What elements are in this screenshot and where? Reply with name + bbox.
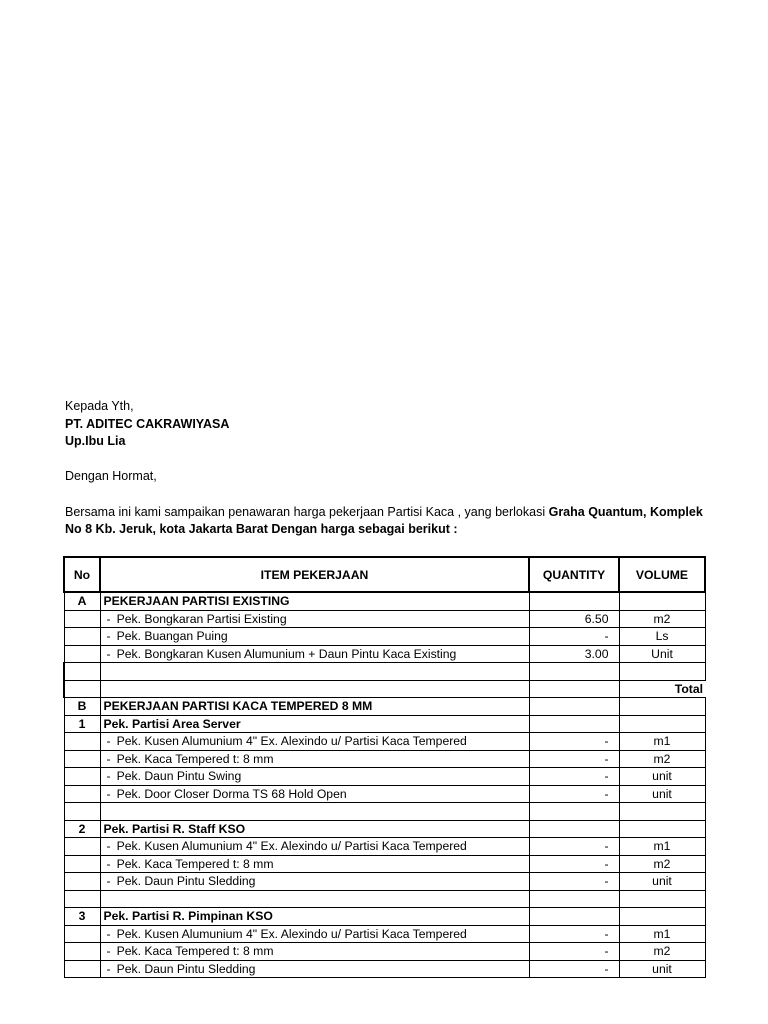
item-name: Pek. Kaca Tempered t: 8 mm: [116, 751, 274, 766]
item-dash: -: [106, 751, 111, 766]
item-qty: -: [529, 768, 619, 786]
blank-row: [64, 663, 765, 681]
header-quantity: QUANTITY: [529, 557, 619, 592]
item-dash: -: [106, 611, 111, 626]
item-name: Pek. Kusen Alumunium 4" Ex. Alexindo u/ Partisi Kaca Tempered: [116, 734, 467, 749]
table-row: [64, 768, 765, 786]
section-a-no: A: [64, 592, 100, 610]
table-row: [64, 628, 765, 646]
total-label: Total: [619, 680, 705, 698]
intro-location: Graha Quantum, Komplek: [548, 505, 703, 519]
group-row: [64, 908, 765, 926]
section-b-title: PEKERJAAN PARTISI KACA TEMPERED 8 MM: [100, 698, 529, 716]
item-vol: Ls: [619, 628, 705, 646]
item-dash: -: [106, 944, 111, 959]
item-vol: unit: [619, 768, 705, 786]
group-no: 2: [64, 820, 100, 838]
group-row: [64, 820, 765, 838]
item-dash: -: [106, 629, 111, 644]
table-row: [64, 645, 765, 663]
item-qty: -: [529, 750, 619, 768]
group-title: Pek. Partisi R. Pimpinan KSO: [100, 908, 529, 926]
header-item: ITEM PEKERJAAN: [100, 557, 529, 592]
table-row: [64, 925, 765, 943]
item-dash: -: [106, 769, 111, 784]
item-dash: -: [106, 839, 111, 854]
item-dash: -: [106, 786, 111, 801]
item-vol: unit: [619, 873, 705, 891]
item-vol: m1: [619, 733, 705, 751]
price-table: [63, 556, 766, 978]
table-row: [64, 750, 765, 768]
item-qty: -: [529, 943, 619, 961]
price-table-container: [63, 556, 768, 980]
table-row: [64, 785, 765, 803]
item-qty: -: [529, 733, 619, 751]
group-row: [64, 715, 765, 733]
group-no: 1: [64, 715, 100, 733]
item-name: Pek. Buangan Puing: [116, 629, 228, 644]
intro-address: No 8 Kb. Jeruk, kota Jakarta Barat: [65, 522, 268, 536]
item-qty: 3.00: [529, 645, 619, 663]
salutation: Kepada Yth,: [65, 399, 134, 413]
group-title: Pek. Partisi Area Server: [100, 715, 529, 733]
table-row: [64, 960, 765, 978]
item-qty: -: [529, 873, 619, 891]
section-a-total-row: [64, 680, 765, 698]
letter-header: [65, 398, 229, 485]
item-dash: -: [106, 926, 111, 941]
item-name: Pek. Kusen Alumunium 4" Ex. Alexindo u/ Partisi Kaca Tempered: [116, 926, 467, 941]
table-row: [64, 873, 765, 891]
item-vol: m2: [619, 610, 705, 628]
header-volume: VOLUME: [619, 557, 705, 592]
item-qty: -: [529, 925, 619, 943]
item-qty: 6.50: [529, 610, 619, 628]
group-title: Pek. Partisi R. Staff KSO: [100, 820, 529, 838]
table-row: [64, 610, 765, 628]
item-qty: -: [529, 785, 619, 803]
item-vol: Unit: [619, 645, 705, 663]
item-vol: m2: [619, 750, 705, 768]
greeting: Dengan Hormat,: [65, 468, 157, 483]
item-name: Pek. Daun Pintu Swing: [116, 769, 242, 784]
item-vol: m1: [619, 925, 705, 943]
intro-line2-text: Dengan harga sebagai berikut :: [267, 522, 458, 536]
section-b-row: [64, 698, 765, 716]
group-no: 3: [64, 908, 100, 926]
item-vol: unit: [619, 960, 705, 978]
item-name: Pek. Door Closer Dorma TS 68 Hold Open: [116, 786, 347, 801]
item-dash: -: [106, 961, 111, 976]
header-no: No: [64, 557, 100, 592]
table-row: [64, 943, 765, 961]
item-qty: -: [529, 838, 619, 856]
blank-row: [64, 890, 765, 908]
section-b-no: B: [64, 698, 100, 716]
intro-line1-text: Bersama ini kami sampaikan penawaran harga pekerjaan Partisi Kaca , yang berlokasi: [65, 505, 549, 519]
item-dash: -: [106, 646, 111, 661]
table-header-row: [64, 557, 765, 592]
item-dash: -: [106, 856, 111, 871]
item-name: Pek. Bongkaran Kusen Alumunium + Daun Pintu Kaca Existing: [116, 646, 457, 661]
item-name: Pek. Kaca Tempered t: 8 mm: [116, 944, 274, 959]
recipient-attention: Up.Ibu Lia: [65, 434, 126, 448]
item-dash: -: [106, 734, 111, 749]
blank-row: [64, 803, 765, 821]
item-vol: m2: [619, 943, 705, 961]
item-name: Pek. Kaca Tempered t: 8 mm: [116, 856, 274, 871]
section-a-row: [64, 592, 765, 610]
item-name: Pek. Bongkaran Partisi Existing: [116, 611, 287, 626]
intro-paragraph: [65, 504, 768, 538]
recipient-company: PT. ADITEC CAKRAWIYASA: [65, 416, 230, 431]
item-name: Pek. Daun Pintu Sledding: [116, 961, 256, 976]
item-vol: unit: [619, 785, 705, 803]
table-row: [64, 838, 765, 856]
item-name: Pek. Daun Pintu Sledding: [116, 874, 256, 889]
item-qty: -: [529, 855, 619, 873]
item-vol: m2: [619, 855, 705, 873]
item-name: Pek. Kusen Alumunium 4" Ex. Alexindo u/ Partisi Kaca Tempered: [116, 839, 467, 854]
table-row: [64, 733, 765, 751]
table-row: [64, 855, 765, 873]
item-vol: m1: [619, 838, 705, 856]
item-qty: -: [529, 960, 619, 978]
section-a-title: PEKERJAAN PARTISI EXISTING: [100, 592, 529, 610]
item-dash: -: [106, 874, 111, 889]
item-qty: -: [529, 628, 619, 646]
